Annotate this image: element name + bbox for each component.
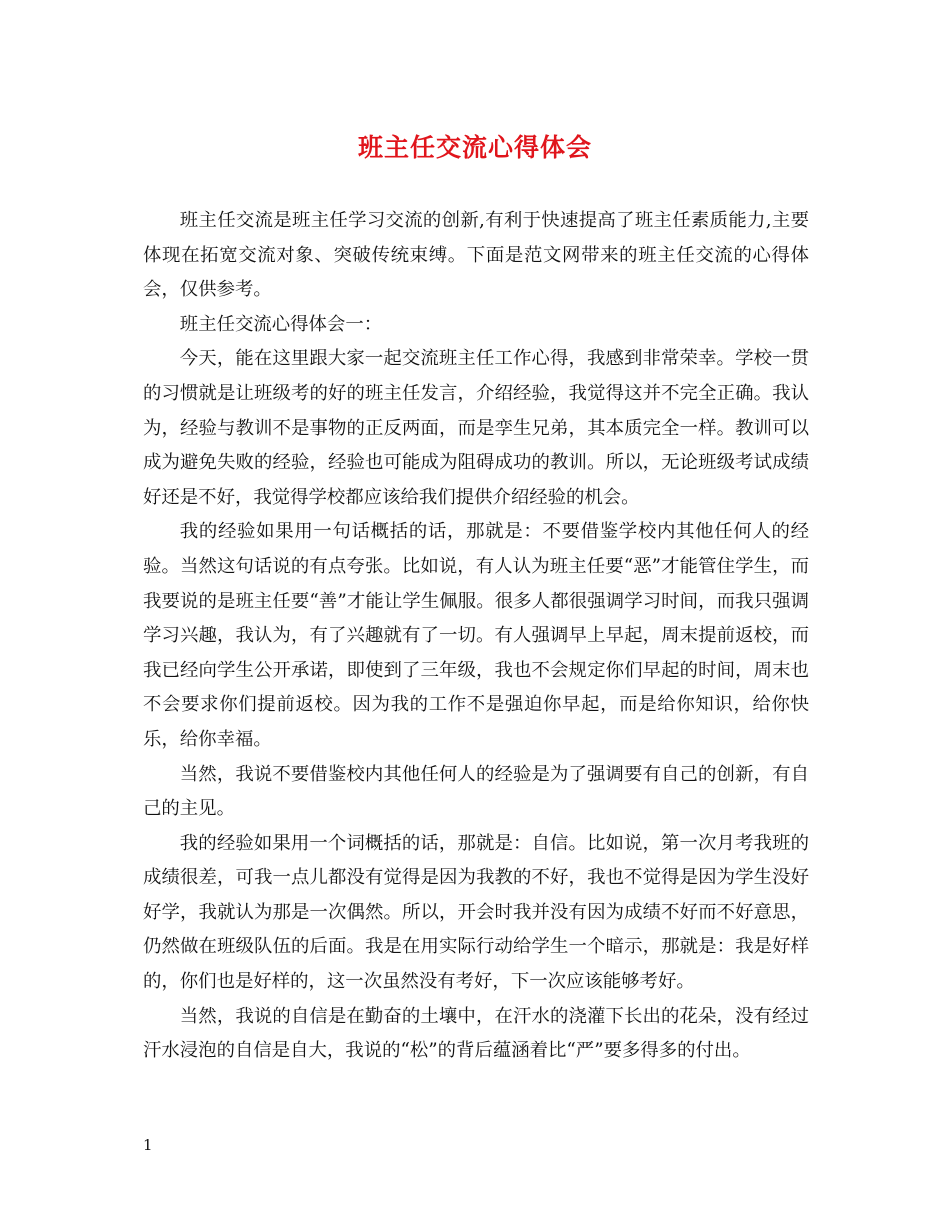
- paragraph-intro: 班主任交流是班主任学习交流的创新,有利于快速提高了班主任素质能力,主要体现在拓宽交流对象、突破传统束缚。下面是范文网带来的班主任交流的心得体会，仅供参考。: [143, 210, 809, 301]
- document-body: [143, 204, 809, 1069]
- paragraph-section-heading: 班主任交流心得体会一：: [179, 313, 383, 335]
- document-title: 班主任交流心得体会: [357, 133, 592, 162]
- paragraph-body: 今天，能在这里跟大家一起交流班主任工作心得，我感到非常荣幸。学校一贯的习惯就是让班级考的好的班主任发言，介绍经验，我觉得这并不完全正确。我认为，经验与教训不是事物的正反两面，而是孪生兄弟，其本质完全一样。教训可以成为避免失败的经验，经验也可能成为阻碍成功的教训。所以，无论班级考试成绩好还是不好，我觉得学校都应该给我们提供介绍经验的机会。: [143, 348, 809, 508]
- paragraph-body: 我的经验如果用一句话概括的话，那就是：不要借鉴学校内其他任何人的经验。当然这句话说的有点夸张。比如说，有人认为班主任要“恶”才能管住学生，而我要说的是班主任要“善”才能让学生佩服。很多人都很强调学习时间，而我只强调学习兴趣，我认为，有了兴趣就有了一切。有人强调早上早起，周末提前返校，而我已经向学生公开承诺，即使到了三年级，我也不会规定你们早起的时间，周末也不会要求你们提前返校。因为我的工作不是强迫你早起，而是给你知识，给你快乐，给你幸福。: [143, 521, 809, 750]
- paragraph-body: 我的经验如果用一个词概括的话，那就是：自信。比如说，第一次月考我班的成绩很差，可我一点儿都没有觉得是因为我教的不好，我也不觉得是因为学生没好好学，我就认为那是一次偶然。所以，开会时我并没有因为成绩不好而不好意思，仍然做在班级队伍的后面。我是在用实际行动给学生一个暗示，那就是：我是好样的，你们也是好样的，这一次虽然没有考好，下一次应该能够考好。: [143, 832, 809, 993]
- paragraph-body: 当然，我说的自信是在勤奋的土壤中，在汗水的浇灌下长出的花朵，没有经过汗水浸泡的自信是自大，我说的“松”的背后蕴涵着比“严”要多得多的付出。: [143, 1005, 809, 1062]
- paragraph-body: 当然，我说不要借鉴校内其他任何人的经验是为了强调要有自己的创新，有自己的主见。: [143, 763, 809, 820]
- page-number: 1: [143, 1136, 153, 1154]
